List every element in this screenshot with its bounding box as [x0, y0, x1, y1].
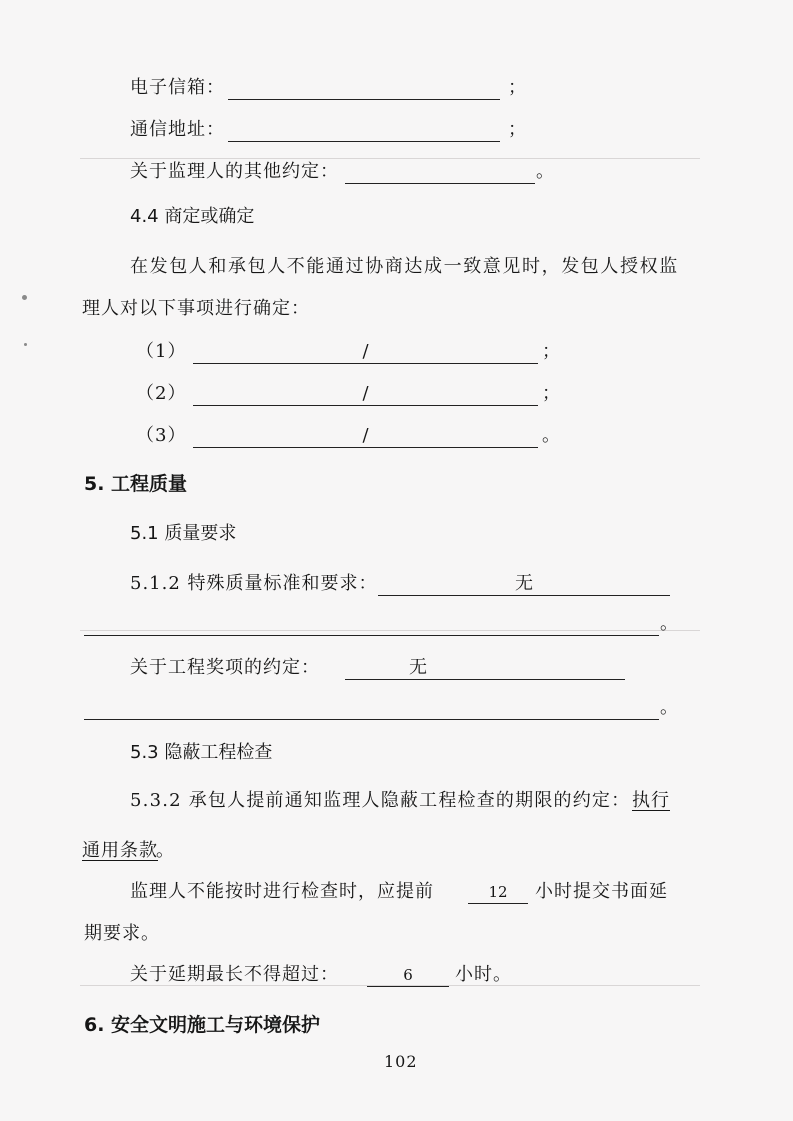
award-period: 。 [660, 697, 679, 718]
address-field-line [228, 119, 500, 142]
page-number: 102 [384, 1052, 418, 1071]
delay-line [468, 881, 528, 904]
max-delay-post: 小时。 [455, 964, 512, 985]
bleed-through-line [80, 158, 700, 159]
award-line [345, 657, 625, 680]
other-agreement-period: 。 [536, 161, 555, 182]
other-agreement-label: 关于监理人的其他约定： [130, 161, 339, 182]
item-3-number: （3） [136, 425, 187, 446]
item-3-line [193, 425, 538, 448]
section-5-3-2-line1: 5.3.2 承包人提前通知监理人隐蔽工程检查的期限的约定： [130, 790, 631, 811]
item-2-value: / [362, 383, 369, 404]
section-5-1-2-line2 [84, 613, 659, 636]
scan-speck [24, 343, 27, 346]
max-delay-value: 6 [403, 966, 413, 984]
item-1-value: / [362, 341, 369, 362]
address-semicolon: ； [508, 119, 527, 140]
section-4-4-para-line1: 在发包人和承包人不能通过协商达成一致意见时，发包人授权监 [130, 256, 679, 277]
delay-line2: 期要求。 [84, 923, 160, 944]
item-1-line [193, 341, 538, 364]
section-5-1-2-label: 5.1.2 特殊质量标准和要求： [130, 573, 378, 594]
delay-post: 小时提交书面延 [535, 881, 668, 902]
other-agreement-line [345, 161, 535, 184]
award-line2 [84, 697, 659, 720]
section-5-title: 5. 工程质量 [84, 473, 188, 495]
delay-value: 12 [488, 883, 508, 901]
section-4-4-title: 4.4 商定或确定 [130, 206, 255, 227]
section-4-4-para-line2: 理人对以下事项进行确定： [82, 298, 310, 319]
email-semicolon: ； [508, 77, 527, 98]
item-2-line [193, 383, 538, 406]
delay-pre: 监理人不能按时进行检查时，应提前 [130, 881, 434, 902]
item-2-end: ； [542, 383, 561, 404]
scan-speck [22, 295, 27, 300]
item-2-number: （2） [136, 383, 187, 404]
section-5-1-title: 5.1 质量要求 [130, 523, 237, 544]
section-5-3-2-end: 。 [156, 840, 175, 861]
item-1-number: （1） [136, 341, 187, 362]
address-label: 通信地址： [130, 119, 225, 140]
email-field-line [228, 77, 500, 100]
section-5-1-2-value: 无 [515, 573, 533, 594]
item-1-end: ； [542, 341, 561, 362]
email-label: 电子信箱： [130, 77, 225, 98]
item-3-value: / [362, 425, 369, 446]
max-delay-line [367, 964, 449, 987]
section-5-1-2-period: 。 [660, 613, 679, 634]
section-5-1-2-line [378, 573, 670, 596]
section-6-title: 6. 安全文明施工与环境保护 [84, 1014, 321, 1036]
section-5-3-2-underlined: 执行 [632, 790, 670, 811]
max-delay-pre: 关于延期最长不得超过： [130, 964, 339, 985]
award-label: 关于工程奖项的约定： [130, 657, 320, 678]
award-value: 无 [409, 657, 427, 678]
item-3-end: 。 [542, 425, 561, 446]
section-5-3-2-line2: 通用条款 [82, 840, 158, 861]
section-5-3-title: 5.3 隐蔽工程检查 [130, 742, 273, 763]
